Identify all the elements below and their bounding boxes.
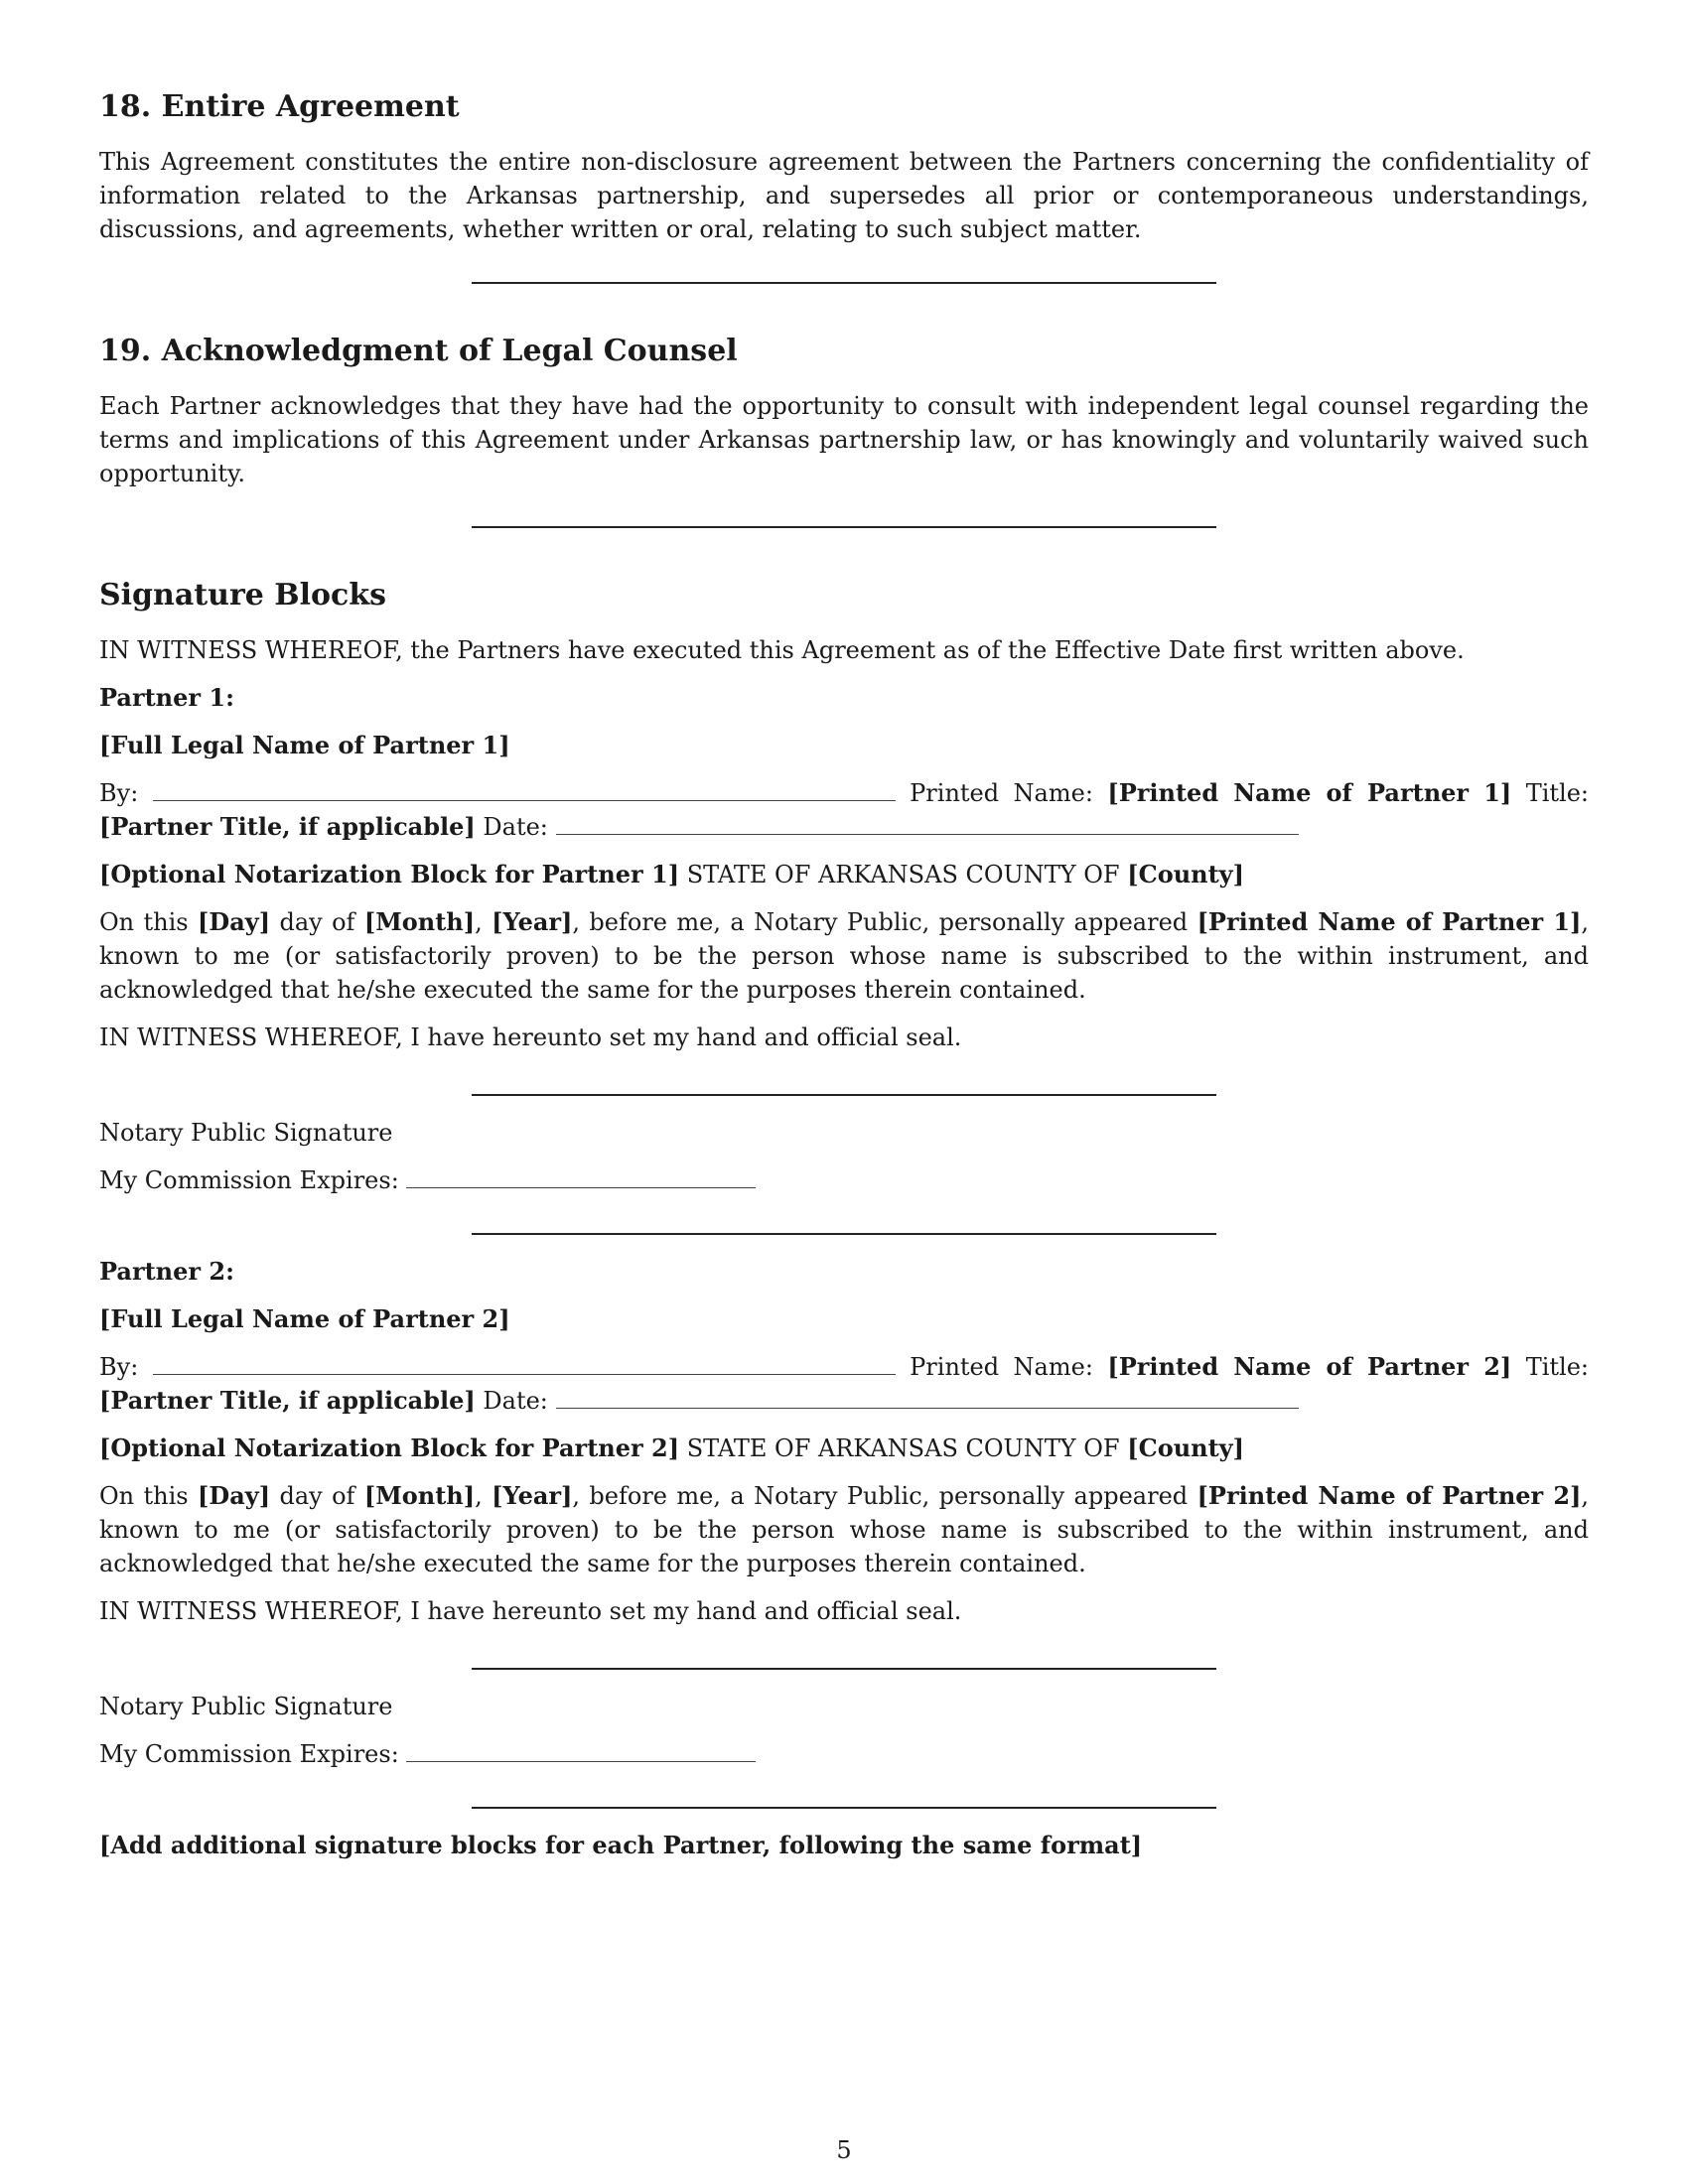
partner-1-title: [Partner Title, if applicable] bbox=[99, 812, 476, 841]
by-label: By: bbox=[99, 1353, 139, 1381]
month-placeholder: [Month] bbox=[363, 1481, 476, 1510]
printed-name-label: Printed Name: bbox=[910, 1353, 1093, 1381]
section-19-body: Each Partner acknowledges that they have had the opportunity to consult with independent legal counsel regarding the terms and implications of this Agreement under Arkansas partnership law, or has knowingly and voluntarily waived such opportunity. bbox=[99, 392, 1589, 487]
partner-1-signature-line bbox=[99, 776, 1589, 844]
month-placeholder: [Month] bbox=[363, 907, 476, 936]
partner-2-notarization-label: [Optional Notarization Block for Partner 2] bbox=[99, 1433, 680, 1462]
partner-1-notary-paragraph bbox=[99, 905, 1589, 1007]
partner-2-title: [Partner Title, if applicable] bbox=[99, 1386, 476, 1415]
comma-text: , bbox=[475, 1482, 483, 1510]
partner-2-commission-line bbox=[99, 1737, 1589, 1771]
date-label: Date: bbox=[483, 813, 548, 841]
document-page bbox=[99, 89, 1589, 1862]
day-of-text: day of bbox=[279, 1482, 355, 1510]
day-of-text: day of bbox=[279, 908, 355, 936]
partner-2-printed-name: [Printed Name of Partner 2] bbox=[1107, 1352, 1512, 1381]
partner-2-date-field[interactable] bbox=[556, 1386, 1299, 1409]
partner-2-notary-paragraph bbox=[99, 1479, 1589, 1580]
partner-2-printed-name-ref: [Printed Name of Partner 2] bbox=[1196, 1481, 1582, 1510]
partner-2-full-name: [Full Legal Name of Partner 2] bbox=[99, 1304, 510, 1333]
page-number: 5 bbox=[836, 2136, 852, 2164]
partner-1-printed-name: [Printed Name of Partner 1] bbox=[1107, 778, 1512, 807]
partner-1-label: Partner 1: bbox=[99, 683, 234, 712]
section-18-body: This Agreement constitutes the entire non-disclosure agreement between the Partners concerning the confidentiality of information related to the Arkansas partnership, and supersedes all prior or contemporaneous understandings, discussions, and agreements, whether written or oral, relating to such subject matter. bbox=[99, 148, 1589, 243]
known-to-me-text: , known to me (or satisfactorily proven) to be the person whose name is subscribed to the within instrument, and acknowledged that he/she executed the same for the purposes therein contained. bbox=[99, 1482, 1590, 1577]
printed-name-label: Printed Name: bbox=[910, 779, 1093, 807]
county-placeholder: [County] bbox=[1127, 1433, 1244, 1462]
comma-text: , bbox=[475, 908, 483, 936]
partner-2-label: Partner 2: bbox=[99, 1257, 234, 1286]
commission-expires-label: My Commission Expires: bbox=[99, 1166, 399, 1194]
partner-2-signature-line bbox=[99, 1350, 1589, 1418]
partner-1-signature-field[interactable] bbox=[153, 778, 896, 801]
partner-1-notarization-label: [Optional Notarization Block for Partner 1] bbox=[99, 860, 680, 888]
partner-1-commission-line bbox=[99, 1163, 1589, 1197]
day-placeholder: [Day] bbox=[198, 907, 271, 936]
on-this-text: On this bbox=[99, 1482, 189, 1510]
title-label: Title: bbox=[1525, 1353, 1590, 1381]
county-placeholder: [County] bbox=[1127, 860, 1244, 888]
signature-blocks-heading: Signature Blocks bbox=[99, 578, 386, 613]
partner-1-commission-field[interactable] bbox=[406, 1165, 756, 1188]
before-me-text: , before me, a Notary Public, personally appeared bbox=[572, 1482, 1189, 1510]
partner-2-notarization-header bbox=[99, 1432, 1589, 1465]
title-label: Title: bbox=[1525, 779, 1590, 807]
partner-2-signature-field[interactable] bbox=[153, 1352, 896, 1375]
partner-1-full-name: [Full Legal Name of Partner 1] bbox=[99, 731, 510, 759]
known-to-me-text: , known to me (or satisfactorily proven) to be the person whose name is subscribed to the within instrument, and acknowledged that he/she executed the same for the purposes therein contained. bbox=[99, 908, 1590, 1004]
year-placeholder: [Year] bbox=[492, 1481, 573, 1510]
before-me-text: , before me, a Notary Public, personally appeared bbox=[572, 908, 1189, 936]
section-18-heading: 18. Entire Agreement bbox=[99, 89, 460, 124]
partner-2-notary-signature-label: Notary Public Signature bbox=[99, 1693, 393, 1720]
partner-1-notary-signature-label: Notary Public Signature bbox=[99, 1119, 393, 1147]
date-label: Date: bbox=[483, 1387, 548, 1415]
partner-1-seal-text: IN WITNESS WHEREOF, I have hereunto set my hand and official seal. bbox=[99, 1024, 962, 1051]
witness-intro: IN WITNESS WHEREOF, the Partners have executed this Agreement as of the Effective Date first written above. bbox=[99, 636, 1465, 664]
day-placeholder: [Day] bbox=[198, 1481, 271, 1510]
year-placeholder: [Year] bbox=[492, 907, 573, 936]
state-county-label: STATE OF ARKANSAS COUNTY OF bbox=[686, 861, 1120, 888]
partner-1-printed-name-ref: [Printed Name of Partner 1] bbox=[1196, 907, 1582, 936]
by-label: By: bbox=[99, 779, 139, 807]
additional-blocks-note: [Add additional signature blocks for each Partner, following the same format] bbox=[99, 1831, 1143, 1859]
partner-1-date-field[interactable] bbox=[556, 812, 1299, 835]
partner-2-seal-text: IN WITNESS WHEREOF, I have hereunto set my hand and official seal. bbox=[99, 1597, 962, 1625]
commission-expires-label: My Commission Expires: bbox=[99, 1740, 399, 1768]
section-19-heading: 19. Acknowledgment of Legal Counsel bbox=[99, 334, 738, 368]
state-county-label: STATE OF ARKANSAS COUNTY OF bbox=[686, 1434, 1120, 1462]
on-this-text: On this bbox=[99, 908, 189, 936]
partner-1-notarization-header bbox=[99, 858, 1589, 891]
partner-2-commission-field[interactable] bbox=[406, 1739, 756, 1762]
